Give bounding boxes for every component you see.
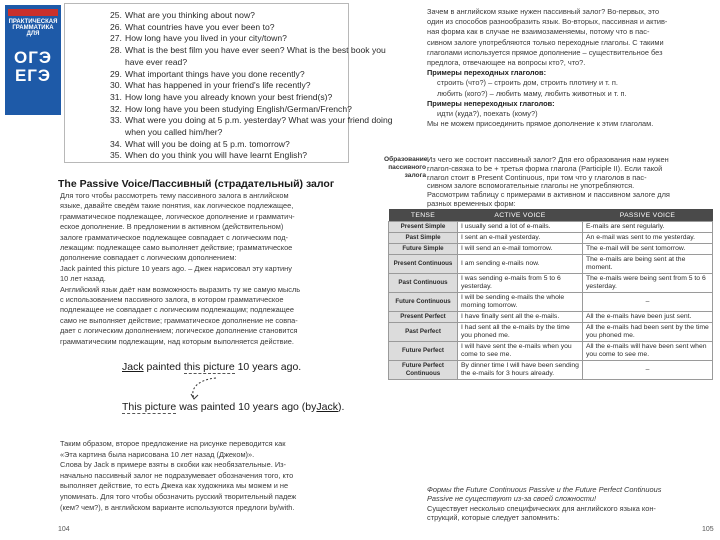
question-text: have ever read? (125, 56, 188, 67)
question-item (110, 92, 350, 102)
question-number: 26. (110, 21, 122, 32)
table-cell-active: I was sending e-mails from 5 to 6 yesterday. (458, 274, 583, 293)
paragraph-line: ная форма как в случае не взаимозаменяемы, потому что в пас- (427, 28, 650, 37)
paragraph-line: разных временных форм: (427, 200, 516, 208)
examples-title: Примеры непереходных глаголов: (427, 99, 555, 108)
paragraph-line: языке, давайте сведём такие понятия, как логическое подлежащее, (60, 202, 294, 211)
question-item (110, 80, 350, 90)
question-number: 28. (110, 45, 122, 56)
example-end: ). (337, 401, 345, 413)
paragraph-line: предлога, отвечающее на вопросы кто?, что?. (427, 59, 586, 67)
table-cell-active: I had sent all the e-mails by the time you phoned me. (458, 323, 583, 342)
table-cell-passive: All the e-mails had been sent by the time you phoned me. (583, 323, 713, 342)
paragraph-line: начально пассивный залог не подразумевает обозначения того, кто (60, 471, 294, 480)
table-row (389, 323, 713, 342)
table-cell-tense: Past Continuous (389, 274, 458, 293)
question-text: How long have you lived in your city/town? (125, 33, 287, 44)
transform-arrow-icon (186, 376, 226, 402)
table-cell-tense: Present Simple (389, 222, 458, 233)
question-number: 33. (110, 115, 122, 126)
question-text: What will you be doing at 5 p.m. tomorrow? (125, 138, 290, 149)
page-number-right: 105 (702, 526, 714, 533)
paragraph-line: Таким образом, второе предложение на рисунке переводится как (60, 440, 286, 448)
paragraph-line: Для того чтобы рассмотреть тему пассивного залога в английском (60, 192, 289, 200)
side-label: Образование пассивного залога (384, 156, 428, 179)
paragraph-line: дополнение совпадает с логическим дополнением: (60, 254, 237, 263)
paragraph-line: Рассмотрим таблицу с примерами в активном и пассивном залоге для (427, 191, 670, 200)
table-cell-active: By dinner time I will have been sending the e-mails for 3 hours already. (458, 361, 583, 380)
question-item (110, 10, 350, 20)
paragraph-line: Из чего же состоит пассивный залог? Для его образования нам нужен (427, 156, 669, 164)
paragraph-line: Английский язык даёт нам возможность выразить ту же самую мысль (60, 285, 301, 294)
exam-name-ege: ЕГЭ (14, 66, 52, 85)
table-header-active: ACTIVE VOICE (458, 209, 583, 222)
book-title-line: ГРАММАТИКА (12, 25, 54, 31)
question-text: What were you doing at 5 p.m. yesterday? What was your friend doing (125, 115, 393, 126)
question-number: 35. (110, 150, 122, 161)
table-cell-passive: The e-mails were being sent from 5 to 6 yesterday. (583, 274, 713, 293)
table-cell-passive: An e-mail was sent to me yesterday. (583, 233, 713, 244)
example-passive-sentence (122, 401, 344, 413)
question-item (110, 115, 393, 126)
example-active-sentence (122, 361, 301, 373)
paragraph-line: Jack painted this picture 10 years ago. – Джек нарисовал эту картину (60, 264, 292, 273)
question-item (110, 45, 386, 56)
paragraph-line: выполняет действие, то есть Джека как художника мы можем и не (60, 482, 289, 491)
paragraph-line: с использованием пассивного залога, в котором грамматическое (60, 296, 284, 304)
paragraph-line: 10 лет назад. (60, 275, 106, 284)
section-heading: The Passive Voice/Пассивный (страдательный) залог (58, 178, 335, 190)
question-number: 32. (110, 103, 122, 114)
question-text: What has happened in your friend's life recently? (125, 80, 311, 91)
book-title-line: ДЛЯ (26, 31, 40, 37)
example-object: this picture (183, 361, 235, 373)
question-item (110, 57, 365, 67)
paragraph-line: глагол стоит в Present Continuous, при том что у глаголов в пас- (427, 173, 647, 182)
question-item (110, 139, 350, 149)
table-row (389, 274, 713, 293)
table-row (389, 222, 713, 233)
question-text: How long have you been studying English/German/French? (125, 103, 352, 114)
publisher-logo (8, 9, 58, 16)
table-cell-tense: Past Perfect (389, 323, 458, 342)
table-header-passive: PASSIVE VOICE (583, 209, 713, 222)
example-agent: Jack (316, 401, 338, 413)
table-header-row (389, 209, 713, 222)
paragraph-line: (кем? чем?), в английском варианте используются предлоги by/with. (60, 503, 295, 512)
paragraph-line: Формы the Future Continuous Passive и the Future Perfect Continuous (427, 486, 662, 494)
table-cell-tense: Future Perfect (389, 342, 458, 361)
question-text: What important things have you done recently? (125, 68, 305, 79)
question-number: 31. (110, 91, 122, 102)
page-number-left: 104 (58, 526, 70, 533)
question-number: 25. (110, 10, 122, 20)
question-item (110, 127, 365, 137)
examples-title: Примеры переходных глаголов: (427, 69, 547, 78)
example-subject: Jack (122, 361, 144, 373)
table-header-tense: TENSE (389, 209, 458, 222)
question-text: What are you thinking about now? (125, 10, 255, 20)
paragraph-line: еское дополнение. В предложении в активном (действительном) (60, 223, 284, 232)
example-rest: 10 years ago (by (238, 401, 317, 413)
question-item (110, 104, 350, 114)
note-line: Мы не можем присоединить прямое дополнение к этим глаголам. (427, 120, 654, 129)
paragraph-line: глагол-связка to be + третья форма глагола (Participle II). Если такой (427, 164, 663, 173)
table-cell-passive: The e-mails are being sent at the moment. (583, 255, 713, 274)
table-cell-active: I sent an e-mail yesterday. (458, 233, 583, 244)
table-cell-active: I will send an e-mail tomorrow. (458, 244, 583, 255)
paragraph-line: грамматическим подлежащим, над которым выполняется действие. (60, 337, 294, 346)
table-cell-active: I will be sending e-mails the whole morning tomorrow. (458, 293, 583, 312)
question-number: 29. (110, 68, 122, 79)
question-text: What countries have you ever been to? (125, 21, 275, 32)
questions-box (64, 3, 393, 163)
paragraph-line: Существует несколько специфических для английского языка кон- (427, 504, 656, 513)
example-line: идти (куда?), поехать (кому?) (437, 110, 538, 118)
table-cell-tense: Future Continuous (389, 293, 458, 312)
question-number: 27. (110, 33, 122, 44)
table-cell-passive: – (583, 293, 713, 312)
paragraph-line: Passive не существуют из-за своей сложности! (427, 495, 597, 504)
paragraph-line: Слова by Jack в примере взяты в скобки как необязательные. Из- (60, 461, 286, 470)
paragraph-line: залоге грамматическое подлежащее совпадает с логическим под- (60, 233, 289, 242)
paragraph-line: дает с логическим дополнением; логическое дополнение становится (60, 327, 298, 336)
paragraph-line: «Эта картина была нарисована 10 лет назад (Джеком)». (60, 450, 255, 459)
example-verb: was painted (179, 401, 236, 413)
paragraph-line: один из способов разнообразить язык. Во-вторых, пассивная и актив- (427, 18, 668, 27)
table-cell-tense: Past Simple (389, 233, 458, 244)
book-title-line: ПРАКТИЧЕСКАЯ (8, 19, 58, 25)
table-row (389, 293, 713, 312)
exam-name-oge: ОГЭ (14, 48, 52, 67)
example-subject: This picture (122, 401, 177, 413)
question-text: What is the best film you have ever seen? What is the best book you (125, 45, 386, 56)
question-text: when you called him/her? (125, 127, 223, 137)
voice-table (388, 209, 713, 380)
paragraph-line: сивном залоге вспомогательные глаголы не употребляются. (427, 182, 635, 191)
question-item (110, 33, 350, 43)
example-line: строить (что?) – строить дом, строить плотину и т. п. (437, 79, 618, 88)
question-text: When do you think you will have learnt English? (125, 150, 308, 161)
paragraph-line: Зачем в английском языке нужен пассивный залог? Во-первых, это (427, 8, 660, 16)
paragraph-line: лежащим: подлежащее само выполняет действие; грамматическое (60, 244, 293, 252)
book-cover-exam-names (7, 49, 59, 85)
paragraph-line: сивном залоге употребляются только переходные глаголы. С такими (427, 38, 664, 47)
question-item (110, 22, 350, 32)
example-rest: 10 years ago. (237, 361, 302, 373)
book-cover-title (7, 19, 59, 37)
table-row (389, 342, 713, 361)
book-cover-image (5, 5, 61, 115)
table-cell-tense: Future Perfect Continuous (389, 361, 458, 380)
question-number: 30. (110, 80, 122, 91)
paragraph-line: грамматическое подлежащее, логическое дополнение и грамматич- (60, 212, 295, 221)
paragraph-line: подлежащее не совпадает с логическим подлежащим; подлежащее (60, 306, 294, 315)
table-cell-tense: Present Continuous (389, 255, 458, 274)
table-cell-active: I will have sent the e-mails when you come to see me. (458, 342, 583, 361)
table-cell-tense: Present Perfect (389, 312, 458, 323)
question-number: 34. (110, 138, 122, 149)
question-item (110, 150, 350, 160)
example-line: любить (кого?) – любить маму, любить животных и т. п. (437, 89, 627, 98)
question-item (110, 69, 350, 79)
paragraph-line: струкций, которые следует запомнить: (427, 514, 560, 523)
table-row (389, 244, 713, 255)
table-cell-passive: E-mails are sent regularly. (583, 222, 713, 233)
table-cell-passive: All the e-mails will have been sent when you come to see me. (583, 342, 713, 361)
table-cell-active: I usually send a lot of e-mails. (458, 222, 583, 233)
table-row (389, 255, 713, 274)
table-cell-passive: The e-mail will be sent tomorrow. (583, 244, 713, 255)
paragraph-line: глаголами используется прямое дополнение – существительное без (427, 48, 663, 57)
table-cell-passive: All the e-mails have been just sent. (583, 312, 713, 323)
table-cell-passive: – (583, 361, 713, 380)
table-row (389, 233, 713, 244)
table-row (389, 312, 713, 323)
table-cell-active: I have finally sent all the e-mails. (458, 312, 583, 323)
question-text: How long have you already known your best friend(s)? (125, 91, 333, 102)
paragraph-line: упоминать. Для того чтобы обозначить русский творительный падеж (60, 493, 297, 501)
example-verb: painted (146, 361, 181, 373)
table-cell-tense: Future Simple (389, 244, 458, 255)
paragraph-line: само не выполняет действие; грамматическое дополнение не совпа- (60, 316, 298, 325)
table-row (389, 361, 713, 380)
table-cell-active: I am sending e-mails now. (458, 255, 583, 274)
